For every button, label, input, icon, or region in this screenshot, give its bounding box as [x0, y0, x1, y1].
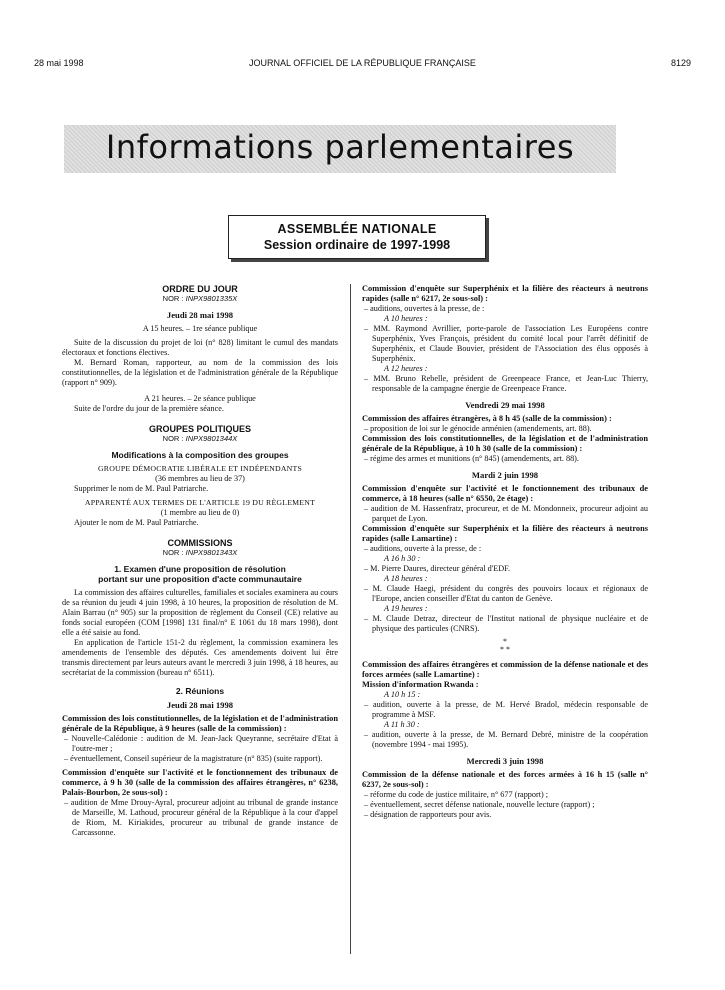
list-item: – éventuellement, secret défense nationale, nouvelle lecture (rapport) ; [364, 800, 595, 809]
separator-stars: * [503, 637, 507, 646]
subsection-title: portant sur une proposition d'acte communautaire [98, 574, 302, 584]
subsection-title: 1. Examen d'une proposition de résolution [114, 564, 286, 574]
commission-heading: Commission des affaires étrangères, à 8 h 45 (salle de la commission) : [362, 414, 612, 423]
assembly-name: ASSEMBLÉE NATIONALE [277, 222, 437, 236]
nor-value: INPX9801335X [185, 294, 238, 303]
subsection-title: 2. Réunions [175, 686, 225, 696]
list-item: – Nouvelle-Calédonie : audition de M. Jean-Jack Queyranne, secrétaire d'Etat à l'outre-mer ; [64, 734, 338, 753]
header-page-number: 8129 [670, 58, 691, 68]
list-item: – régime des armes et munitions (n° 845) (amendements, art. 88). [364, 454, 579, 463]
date-heading: Mardi 2 juin 1998 [471, 470, 539, 480]
list-item: – MM. Bruno Rebelle, président de Greenpeace France, et Jean-Luc Thierry, responsable de la campagne énergie de Greenpeace France. [364, 374, 648, 393]
list-item: – réforme du code de justice militaire, n° 677 (rapport) ; [364, 790, 549, 799]
list-item: – M. Claude Haegi, président du congrès des pouvoirs locaux et régionaux de l'Europe, ancien conseiller d'Etat du canton de Genève. [364, 584, 648, 603]
assembly-box [228, 215, 486, 259]
right-column [362, 284, 648, 820]
paragraph: Ajouter le nom de M. Paul Patriarche. [74, 518, 199, 527]
mission-heading: Mission d'information Rwanda : [362, 680, 479, 689]
header-date: 28 mai 1998 [34, 58, 84, 68]
group-name: GROUPE DÉMOCRATIE LIBÉRALE ET INDÉPENDANTS [97, 464, 303, 473]
list-item: – audition, ouverte à la presse, de M. Bernard Debré, ministre de la coopération (novembre 1994 - mai 1995). [364, 730, 648, 749]
time-label: A 18 heures : [384, 574, 428, 583]
date-heading: Jeudi 28 mai 1998 [166, 310, 234, 320]
commission-heading: Commission de la défense nationale et des forces armées à 16 h 15 (salle n° 6237, 2e sous-sol) : [362, 770, 648, 789]
commission-heading: Commission d'enquête sur Superphénix et la filière des réacteurs à neutrons rapides (salle Lamartine) : [362, 524, 648, 543]
list-item: – audition de Mme Drouy-Ayral, procureur adjoint au tribunal de grande instance de Marseille, M. Lathoud, procureur général de la République à la cour d'appel de Riom, M. Kiriakides, procureur au tribunal de grande instance de Carcassonne. [64, 798, 338, 837]
subsection-title: Modifications à la composition des groupes [111, 450, 289, 460]
nor-line: NOR : INPX9801343X [162, 548, 238, 557]
time-label: A 11 h 30 : [384, 720, 420, 729]
commission-heading: Commission d'enquête sur Superphénix et la filière des réacteurs à neutrons rapides (salle n° 6217, 2e sous-sol) : [362, 284, 648, 303]
section-banner [64, 125, 616, 173]
session-line: A 21 heures. – 2e séance publique [144, 394, 256, 403]
date-heading: Mercredi 3 juin 1998 [466, 756, 544, 766]
list-item: – proposition de loi sur le génocide arménien (amendements, art. 88). [364, 424, 592, 433]
nor-line: NOR : INPX9801335X [162, 294, 238, 303]
commissions-title: COMMISSIONS [167, 538, 233, 548]
commission-heading: Commission d'enquête sur l'activité et le fonctionnement des tribunaux de commerce, à 9 h 30 (salle de la commission des affaires étrangères, n° 6238, Palais-Bourbon, 2e sous-sol) : [62, 768, 338, 797]
left-column [62, 284, 338, 838]
list-item: – M. Claude Detraz, directeur de l'Institut national de physique nucléaire et de physique des particules (CNRS). [364, 614, 648, 633]
list-item: – M. Pierre Daures, directeur général d'EDF. [364, 564, 511, 573]
time-label: A 19 heures : [384, 604, 428, 613]
paragraph: En application de l'article 151-2 du règlement, la commission examinera les amendements de l'ensemble des députés. Ces amendements doivent lui être transmis directement par leurs auteurs avant le mercredi 3 juin 1998, à 18 heures, au secrétariat de la commission (bureau n° 6511). [62, 638, 339, 677]
separator-stars: * * [500, 645, 510, 654]
group-count: (36 membres au lieu de 37) [155, 474, 245, 483]
list-item: – auditions, ouverte à la presse, de : [364, 544, 482, 553]
session-name: Session ordinaire de 1997-1998 [263, 238, 451, 252]
paragraph: La commission des affaires culturelles, familiales et sociales examinera au cours de sa réunion du jeudi 4 juin 1998, à 10 heures, la proposition de résolution de M. Alain Barrau (n° 905) sur la proposition de règlement du Conseil (CE) relative au fonds social européen (COM [1998] 131 final/n° E 1061 du 18 mars 1998), dont elle a été saisie au fond. [62, 588, 338, 637]
date-heading: Jeudi 28 mai 1998 [166, 700, 234, 710]
paragraph: Suite de la discussion du projet de loi (n° 828) limitant le cumul des mandats électoraux et fonctions électives. [62, 338, 338, 357]
list-item: – désignation de rapporteurs pour avis. [364, 810, 492, 819]
time-label: A 10 heures : [384, 314, 428, 323]
date-heading: Vendredi 29 mai 1998 [465, 400, 545, 410]
nor-line: NOR : INPX9801344X [162, 434, 238, 443]
list-item: – MM. Raymond Avrillier, porte-parole de l'association Les Européens contre Superphénix, Yves François, président du comité local pour l'arrêt définitif de Superphénix, et Claude Bouvier, président de l'Association des élus opposés à Superphénix. [364, 324, 648, 363]
commission-heading: Commission des lois constitutionnelles, de la législation et de l'administration générale de la République, à 10 h 30 (salle de la commission) : [362, 434, 648, 453]
list-item: – audition de M. Hassenfratz, procureur, et de M. Mondonneix, procureur adjoint au parquet de Lyon. [364, 504, 648, 523]
page-header [34, 58, 691, 70]
commission-heading: Commission des affaires étrangères et commission de la défense nationale et des forces armées (salle Lamartine) : [362, 660, 648, 679]
list-item: – auditions, ouvertes à la presse, de : [364, 304, 485, 313]
commission-heading: Commission des lois constitutionnelles, de la législation et de l'administration générale de la République, à 9 heures (salle de la commission) : [62, 714, 338, 733]
ordre-du-jour-title: ORDRE DU JOUR [162, 284, 238, 294]
session-line: A 15 heures. – 1re séance publique [142, 324, 258, 333]
banner-title: Informations parlementaires [105, 128, 575, 166]
list-item: – éventuellement, Conseil supérieur de la magistrature (n° 835) (suite rapport). [64, 754, 323, 763]
paragraph: M. Bernard Roman, rapporteur, au nom de la commission des lois constitutionnelles, de la législation et de l'administration générale de la République (rapport n° 909). [62, 358, 338, 387]
commission-heading: Commission d'enquête sur l'activité et le fonctionnement des tribunaux de commerce, à 18 heures (salle n° 6550, 2e étage) : [362, 484, 648, 503]
group-name: APPARENTÉ AUX TERMES DE L'ARTICLE 19 DU RÈGLEMENT [84, 498, 316, 507]
group-count: (1 membre au lieu de 0) [160, 508, 240, 517]
header-journal-title: JOURNAL OFFICIEL DE LA RÉPUBLIQUE FRANÇAISE [249, 58, 476, 68]
nor-value: INPX9801343X [185, 548, 238, 557]
time-label: A 12 heures : [384, 364, 428, 373]
time-label: A 16 h 30 : [384, 554, 421, 563]
column-divider [350, 284, 351, 954]
time-label: A 10 h 15 : [384, 690, 421, 699]
groupes-title: GROUPES POLITIQUES [148, 424, 251, 434]
nor-value: INPX9801344X [185, 434, 238, 443]
list-item: – audition, ouverte à la presse, de M. Hervé Bradol, médecin responsable de programme à MSF. [364, 700, 648, 719]
paragraph: Suite de l'ordre du jour de la première séance. [74, 404, 224, 413]
paragraph: Supprimer le nom de M. Paul Patriarche. [74, 484, 209, 493]
